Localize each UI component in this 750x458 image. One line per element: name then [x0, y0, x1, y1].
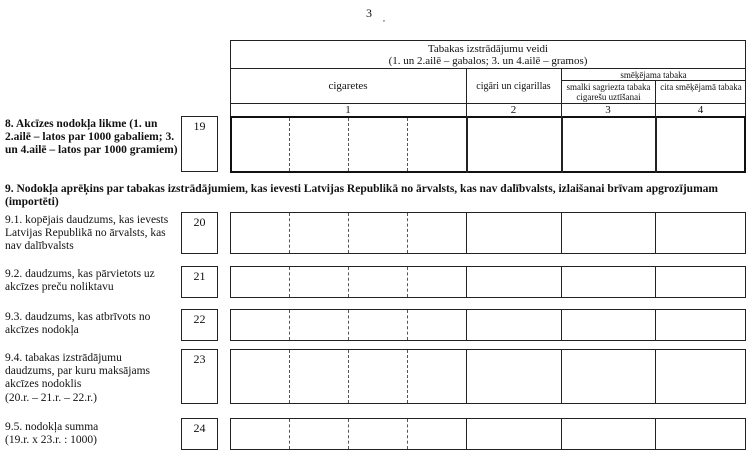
- row-19-label: 8. Akcīzes nodokļa likme (1. un 2.ailē – latos par 1000 gabaliem; 3. un 4.ailē – latos par 1000 gramiem): [5, 118, 178, 156]
- row-19-code: 19: [181, 116, 218, 172]
- row-22-dash-2: [348, 310, 349, 340]
- col-number-3: 3: [605, 104, 611, 116]
- row-22-code: 22: [181, 309, 218, 341]
- row-24-col-2[interactable]: [466, 418, 562, 450]
- row-21-code: 21: [181, 266, 218, 298]
- group-title: Tabakas izstrādājumu veidi: [427, 43, 549, 55]
- row-21-label: 9.2. daudzums, kas pārvietots uz akcīzes preču noliktavu: [5, 268, 155, 293]
- row-20-col-2[interactable]: [466, 212, 562, 254]
- row-22-col-2[interactable]: [466, 309, 562, 341]
- row-20-label: 9.1. kopējais daudzums, kas ievests Latvijas Republikā no ārvalsts, kas nav dalībvalsts: [5, 214, 169, 252]
- row-24-dash-3: [407, 419, 408, 449]
- row-23-dash-1: [289, 350, 290, 403]
- row-20-col-3[interactable]: [561, 212, 656, 254]
- row-19-col-2[interactable]: [467, 117, 561, 172]
- row-23-code: 23: [181, 349, 218, 404]
- header-divider: [230, 68, 746, 69]
- row-22-dash-1: [289, 310, 290, 340]
- row-20-code: 20: [181, 212, 218, 254]
- row-21-dash-2: [348, 267, 349, 297]
- row-23-label: 9.4. tabakas izstrādājumu daudzums, par kuru maksājams akcīzes nodoklis: [5, 352, 150, 390]
- smoking-group-label: smēķējama tabaka: [620, 70, 687, 80]
- row-24-dash-2: [348, 419, 349, 449]
- col-number-2: 2: [510, 104, 517, 116]
- col-label-3: smalki sagriezta tabaka cigarešu uztīšanai: [566, 82, 651, 102]
- row-23-dash-2: [348, 350, 349, 403]
- row-22-col-3[interactable]: [561, 309, 656, 341]
- col-label-2: cigāri un cigarillas: [476, 81, 551, 92]
- row-24-col-4[interactable]: [655, 418, 746, 450]
- smoking-group-divider: [561, 80, 746, 81]
- col-label-1: cigaretes: [328, 80, 368, 92]
- group-subtitle: (1. un 2.ailē – gabalos; 3. un 4.ailē – gramos): [388, 55, 588, 67]
- row-19-col-3[interactable]: [562, 117, 655, 172]
- row-24-formula: (19.r. x 23.r. : 1000): [5, 434, 97, 446]
- row-23-col-3[interactable]: [561, 349, 656, 404]
- row-20-dash-2: [348, 213, 349, 253]
- row-21-col-2[interactable]: [466, 266, 562, 298]
- row-24-dash-1: [289, 419, 290, 449]
- row-21-col-4[interactable]: [655, 266, 746, 298]
- row-23-col-2[interactable]: [466, 349, 562, 404]
- row-19-col-4[interactable]: [656, 117, 745, 172]
- row-22-label: 9.3. daudzums, kas atbrīvots no akcīzes nodokļa: [5, 311, 151, 336]
- row-19-col-1[interactable]: [231, 117, 466, 172]
- row-20-dash-1: [289, 213, 290, 253]
- page-number: 3: [366, 6, 372, 20]
- row-20-col-4[interactable]: [655, 212, 746, 254]
- row-23-formula: (20.r. – 21.r. – 22.r.): [5, 392, 97, 404]
- row-24-col-3[interactable]: [561, 418, 656, 450]
- row-23-dash-3: [407, 350, 408, 403]
- page-mark: ,: [383, 14, 385, 23]
- row-22-dash-3: [407, 310, 408, 340]
- section-9-heading: 9. Nodokļa aprēķins par tabakas izstrādājumiem, kas ievesti Latvijas Republikā no ārvalsts, kas nav dalībvalsts, izlaišanai brīvam apgrozījumam (importēti): [5, 183, 718, 208]
- col-label-4: cita smēķējamā tabaka: [660, 82, 742, 92]
- row-24-label: 9.5. nodokļa summa: [5, 421, 99, 433]
- row-21-col-3[interactable]: [561, 266, 656, 298]
- row-24-code: 24: [181, 418, 218, 450]
- col-number-1: 1: [345, 104, 351, 116]
- row-21-dash-1: [289, 267, 290, 297]
- row-20-dash-3: [407, 213, 408, 253]
- col-number-4: 4: [697, 104, 704, 116]
- row-21-dash-3: [407, 267, 408, 297]
- row-23-col-4[interactable]: [655, 349, 746, 404]
- row-22-col-4[interactable]: [655, 309, 746, 341]
